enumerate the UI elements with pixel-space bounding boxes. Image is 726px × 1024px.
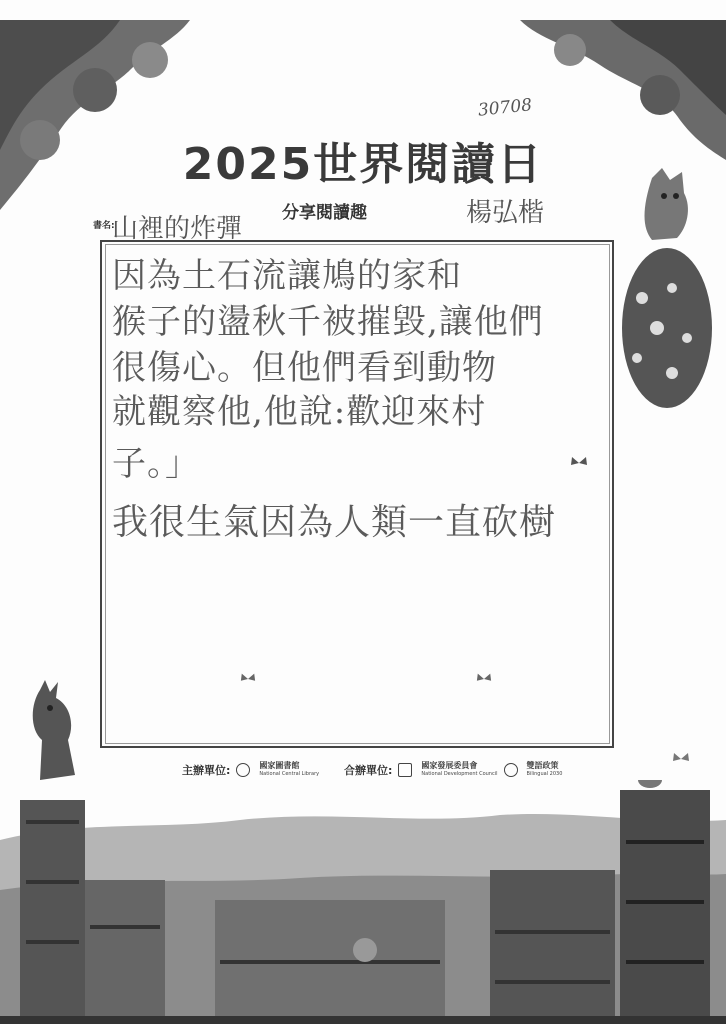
- fox-on-egg-illustration: [612, 168, 712, 418]
- library-scene-illustration: [0, 780, 726, 1024]
- organizer-label: 主辦單位:: [182, 764, 231, 777]
- co-organizer-label: 合辦單位:: [344, 764, 393, 777]
- butterfly-icon: [672, 752, 690, 766]
- organizer-logo: [259, 761, 319, 779]
- class-number: 30708: [477, 95, 533, 121]
- essay-line-3: 很傷心。但他們看到動物: [112, 348, 497, 388]
- organizer-section: [182, 760, 319, 780]
- organizer-name: 國家圖書館: [259, 761, 300, 770]
- page-title: 2025世界閱讀日: [182, 139, 544, 190]
- bilingual-logo-icon: [504, 763, 518, 777]
- co-organizer-2-name: 雙語政策: [526, 761, 559, 770]
- organizer-name-en: National Central Library: [259, 771, 320, 777]
- essay-line-2: 猴子的盪秋千被摧毀,讓他們: [112, 302, 544, 342]
- page-subtitle: 分享閱讀趣: [282, 203, 367, 223]
- essay-line-6: 我很生氣因為人類一直砍樹: [112, 502, 557, 543]
- butterfly-icon: [240, 672, 256, 686]
- co-organizer-logo-1: [421, 761, 497, 779]
- student-name: 楊弘楷: [466, 198, 545, 228]
- ndc-logo-icon: [398, 763, 412, 777]
- co-organizer-section: [344, 760, 562, 780]
- deer-illustration: [20, 680, 110, 790]
- book-title-label: 書名:: [93, 221, 115, 231]
- co-organizer-logo-2: [527, 761, 563, 779]
- essay-line-1: 因為土石流讓鳩的家和: [112, 256, 462, 296]
- essay-line-5: 子。」: [112, 444, 200, 484]
- ncl-logo-icon: [236, 763, 250, 777]
- co-organizer-2-name-en: Bilingual 2030: [526, 771, 563, 777]
- butterfly-icon: [476, 672, 492, 686]
- co-organizer-1-name-en: National Development Council: [421, 771, 498, 777]
- essay-line-4: 就觀察他,他說:歡迎來村: [112, 392, 487, 432]
- book-title: 山裡的炸彈: [112, 214, 243, 244]
- butterfly-icon: [570, 456, 588, 470]
- co-organizer-1-name: 國家發展委員會: [421, 761, 478, 770]
